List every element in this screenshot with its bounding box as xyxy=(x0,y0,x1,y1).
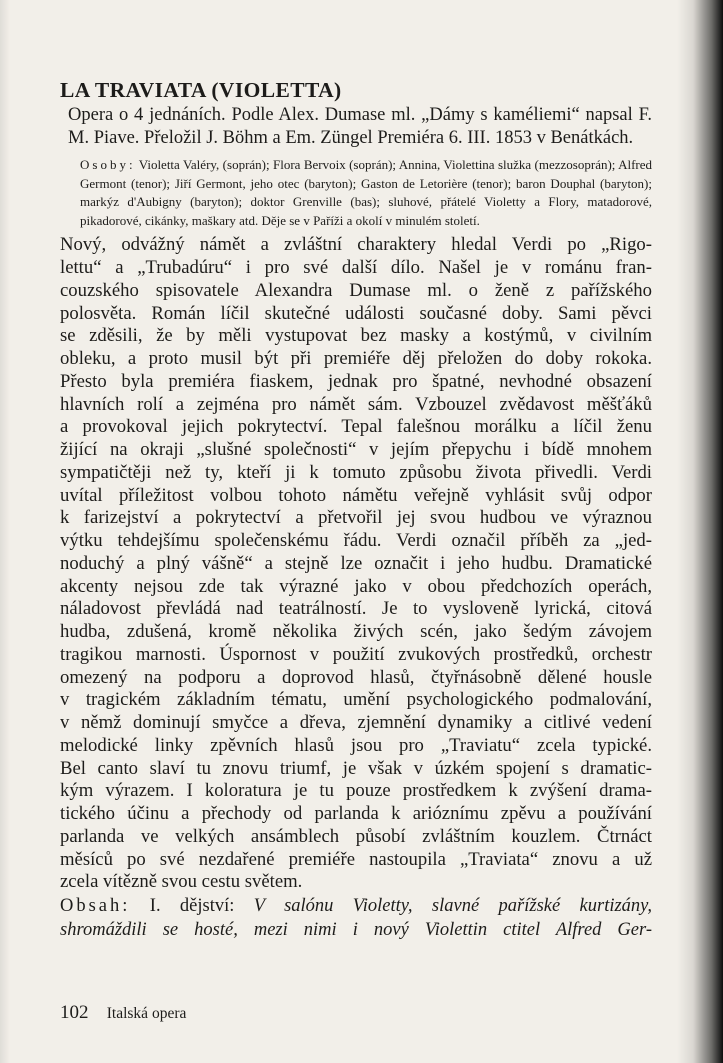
cast-text: Violetta Valéry, (soprán); Flora Bervoix (soprán); Annina, Violettina služka (mezzosoprán); Alfred Germont (tenor); Jiří Germont, jeho otec (baryton); Gaston de Letorière (tenor); baron Douphal (baryton); markýz d'Aubigny (baryton); doktor Grenville (bas); sluhové, přátelé Violetty a Flory, matadorové, pikadorové, cikánky, maškary atd. Děje se v Paříži a okolí v minulém století. xyxy=(80,157,653,228)
synopsis-line-1: V salónu Violetty, slavné pařížské kurtizány, xyxy=(253,896,652,917)
cast-list xyxy=(80,156,652,230)
body-line: žijící na okraji „slušné společnosti“ v jejím přepychu i bídě mnohem xyxy=(60,439,652,461)
body-line: zcela vítězně svou cestu světem. xyxy=(60,871,303,893)
body-line: v tragickém základním tématu, umění psychologického podmalování, xyxy=(60,689,652,711)
body-line: výtku tehdejšímu společenskému řádu. Verdi označil příběh za „jed- xyxy=(60,530,652,552)
running-head: Italská opera xyxy=(106,1005,187,1022)
page-edge-shadow xyxy=(677,0,723,1063)
body-line: tického účinu a přechody od parlanda k arióznímu zpěvu a používání xyxy=(60,803,652,825)
page-number: 102 xyxy=(60,1002,89,1023)
body-line: tragikou marnosti. Úspornost v použití zvukových prostředků, orchestr xyxy=(60,643,652,665)
cast-label: Osoby: xyxy=(80,157,136,172)
body-line: melodické linky zpěvních hlasů jsou pro „Traviatu“ zcela typické. xyxy=(60,734,652,756)
opera-intro: Opera o 4 jednáních. Podle Alex. Dumase ml. „Dámy s kaméliemi“ napsal F. M. Piave. Přeložil J. Böhm a Em. Züngel Premiéra 6. III. 1853 v Benátkách. xyxy=(68,105,652,148)
body-paragraph xyxy=(60,234,652,894)
body-line: uvítal příležitost volbou tohoto námětu veřejně vyhlásit svůj odpor xyxy=(60,484,652,506)
body-line: sympatičtěji než ty, kteří ji k tomuto způsobu života přivedli. Verdi xyxy=(60,461,652,483)
body-line: Nový, odvážný námět a zvláštní charaktery hledal Verdi po „Rigo- xyxy=(60,234,652,256)
body-line: a provokoval jejich pokrytectví. Tepal falešnou morálku a líčil ženu xyxy=(60,416,652,438)
opera-title: LA TRAVIATA (VIOLETTA) xyxy=(60,78,342,102)
body-line: omezený na podporu a doprovod hlasů, čtyřnásobně dělené housle xyxy=(60,666,652,688)
body-line: k farizejství a pokrytectví a přetvořil jej svou hudbou ve výraznou xyxy=(60,507,652,529)
body-line: náladovost převládá nad teatrálností. Je to vysloveně lyrická, citová xyxy=(60,598,652,620)
body-line: noduchý a plný vášně“ a stejně lze označit i jeho hudbu. Dramatické xyxy=(60,552,652,574)
body-line: parlanda ve velkých ansámblech působí zvláštním kouzlem. Čtrnáct xyxy=(60,825,652,847)
body-line: hlavních rolí a zejména pro námět sám. Vzbouzel zvědavost měšťáků xyxy=(60,393,652,415)
body-line: v němž dominují smyčce a dřeva, zjemnění dynamiky a citlivé vedení xyxy=(60,712,652,734)
page-gutter-shadow xyxy=(0,0,10,1063)
body-line: hudba, zdušená, kromě několika živých scén, jako šedým závojem xyxy=(60,621,652,643)
body-line: polosvěta. Román líčil skutečné události současné doby. Sami pěvci xyxy=(60,302,652,324)
body-line: Přesto byla premiéra fiaskem, jednak pro špatné, nevhodné obsazení xyxy=(60,370,652,392)
synopsis-act: I. dějství: xyxy=(149,896,235,917)
page-footer xyxy=(60,1002,186,1024)
body-line: lettu“ a „Trubadúru“ i pro své další dílo. Našel je v románu fran- xyxy=(60,257,652,279)
body-line: couzského spisovatele Alexandra Dumase ml. o ženě z pařížského xyxy=(60,279,652,301)
body-line: se zděsili, že by měli vystupovat bez masky a kostýmů, v civilním xyxy=(60,325,652,347)
body-line: kým výrazem. I koloratura je tu pouze prostředkem k zvýšení drama- xyxy=(60,780,652,802)
synopsis-label: Obsah: xyxy=(60,896,131,917)
synopsis-line-2: shromáždili se hosté, mezi nimi i nový Violettin ctitel Alfred Ger- xyxy=(60,919,652,940)
body-line: obleku, a proto musil být při premiéře děj přeložen do doby rokoka. xyxy=(60,348,652,370)
synopsis-paragraph xyxy=(60,895,652,942)
body-line: akcenty nejsou zde tak výrazné jako v obou předchozích operách, xyxy=(60,575,652,597)
body-line: měsíců po své nezdařené premiéře nastoupila „Traviata“ znovu a už xyxy=(60,848,652,870)
page-content xyxy=(60,78,652,942)
body-line: Bel canto slaví tu znovu triumf, je však v úzkém spojení s dramatic- xyxy=(60,757,652,779)
